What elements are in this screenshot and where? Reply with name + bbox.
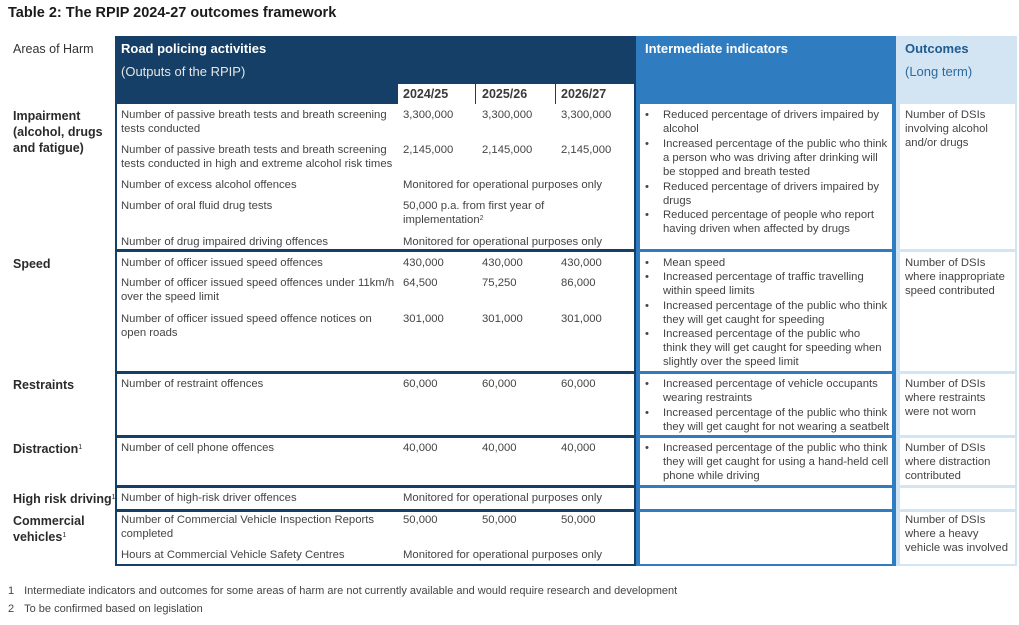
- activity-label: Number of restraint offences: [121, 378, 264, 390]
- activity-label: Number of passive breath tests and breath screening tests conducted: [121, 109, 387, 136]
- value-cell: 60,000: [403, 378, 438, 390]
- value-cell: 2,145,000: [561, 144, 612, 156]
- value-cell: 430,000: [403, 257, 444, 269]
- intermediate-header: Intermediate indicators: [645, 41, 789, 56]
- table-title: Table 2: The RPIP 2024-27 outcomes framework: [8, 5, 337, 21]
- activity-label: Number of high-risk driver offences: [121, 492, 297, 504]
- value-cell: 50,000: [482, 514, 517, 526]
- value-cell: 301,000: [561, 313, 602, 325]
- monitored-note: Monitored for operational purposes only: [403, 549, 603, 561]
- footnote: 1 Intermediate indicators and outcomes for some areas of harm are not currently available and would require research and development: [8, 585, 678, 597]
- value-cell: 3,300,000: [403, 109, 454, 121]
- outcome-cell: Number of DSIs where distraction contributed: [905, 442, 991, 483]
- indicator-item: • Increased percentage of vehicle occupants wearing restraints: [663, 377, 887, 405]
- value-cell: 40,000: [561, 442, 596, 454]
- area-speed: Speed: [13, 257, 51, 271]
- value-cell: 430,000: [482, 257, 523, 269]
- area-commercial: Commercial vehicles$^1$: [13, 514, 85, 544]
- indicator-item: • Increased percentage of traffic travelling within speed limits: [663, 270, 887, 298]
- value-cell: 60,000: [561, 378, 596, 390]
- activity-label: Number of officer issued speed offences: [121, 257, 323, 269]
- value-cell: 75,250: [482, 277, 517, 289]
- indicator-item: • Increased percentage of the public who think they will get caught for speeding: [663, 299, 891, 327]
- monitored-note: Monitored for operational purposes only: [403, 179, 603, 191]
- indicator-item: • Increased percentage of the public who think they will get caught for speeding when slightly over the speed limit: [663, 327, 887, 370]
- indicator-item: • Mean speed: [663, 256, 887, 270]
- indicator-item: • Reduced percentage of drivers impaired by alcohol: [663, 108, 887, 136]
- value-cell: 60,000: [482, 378, 517, 390]
- value-cell: 86,000: [561, 277, 596, 289]
- value-cell: 3,300,000: [561, 109, 612, 121]
- activities-header: Road policing activities: [121, 41, 267, 56]
- year-header: 2024/25: [403, 87, 449, 101]
- activity-label: Number of officer issued speed offence notices on open roads: [121, 313, 372, 340]
- activities-subheader: (Outputs of the RPIP): [121, 64, 246, 79]
- activity-label: Number of cell phone offences: [121, 442, 275, 454]
- value-cell: 301,000: [403, 313, 444, 325]
- indicator-item: • Increased percentage of the public who think a person who was driving after drinking will be stopped and breath tested: [663, 137, 891, 180]
- footnote: 2 To be confirmed based on legislation: [8, 603, 203, 615]
- area-distraction: Distraction$^1$: [13, 442, 83, 456]
- indicator-item: • Increased percentage of the public who think they will get caught for not wearing a seatbelt: [663, 406, 893, 434]
- outcome-cell: Number of DSIs where inappropriate speed contributed: [905, 257, 1005, 298]
- value-cell: 3,300,000: [482, 109, 533, 121]
- value-cell: 64,500: [403, 277, 438, 289]
- indicator-item: • Reduced percentage of drivers impaired by drugs: [663, 180, 887, 208]
- value-cell: 50,000: [403, 514, 438, 526]
- year-header: 2025/26: [482, 87, 528, 101]
- indicator-item: • Reduced percentage of people who report having driven when affected by drugs: [663, 208, 887, 236]
- activity-label: Hours at Commercial Vehicle Safety Centres: [121, 549, 345, 561]
- activity-label: Number of oral fluid drug tests: [121, 200, 273, 212]
- monitored-note: 50,000 p.a. from first year of implementation$^2$: [403, 200, 545, 227]
- year-header: 2026/27: [561, 87, 607, 101]
- area-restraints: Restraints: [13, 378, 75, 392]
- activity-label: Number of officer issued speed offences under 11km/h over the speed limit: [121, 277, 395, 304]
- value-cell: 2,145,000: [482, 144, 533, 156]
- indicator-item: • Increased percentage of the public who think they will get caught for using a hand-held cell phone while driving: [663, 441, 891, 484]
- value-cell: 50,000: [561, 514, 596, 526]
- activity-label: Number of Commercial Vehicle Inspection Reports completed: [121, 514, 375, 541]
- outcomes-subheader: (Long term): [905, 64, 973, 79]
- value-cell: 301,000: [482, 313, 523, 325]
- value-cell: 430,000: [561, 257, 602, 269]
- area-impairment: Impairment (alcohol, drugs and fatigue): [13, 109, 103, 155]
- outcome-cell: Number of DSIs where restraints were not worn: [905, 378, 986, 419]
- monitored-note: Monitored for operational purposes only: [403, 492, 603, 504]
- outcomes-header: Outcomes: [905, 41, 969, 56]
- outcome-cell: Number of DSIs where a heavy vehicle was involved: [905, 514, 1008, 555]
- activity-label: Number of excess alcohol offences: [121, 179, 297, 191]
- activity-label: Number of drug impaired driving offences: [121, 236, 329, 248]
- value-cell: 40,000: [482, 442, 517, 454]
- areas-header: Areas of Harm: [13, 42, 94, 56]
- value-cell: 40,000: [403, 442, 438, 454]
- outcome-cell: Number of DSIs involving alcohol and/or drugs: [905, 109, 988, 150]
- activity-label: Number of passive breath tests and breath screening tests conducted in high and extreme alcohol risk times: [121, 144, 393, 171]
- value-cell: 2,145,000: [403, 144, 454, 156]
- area-high-risk: High risk driving$^1$: [13, 492, 116, 506]
- monitored-note: Monitored for operational purposes only: [403, 236, 603, 248]
